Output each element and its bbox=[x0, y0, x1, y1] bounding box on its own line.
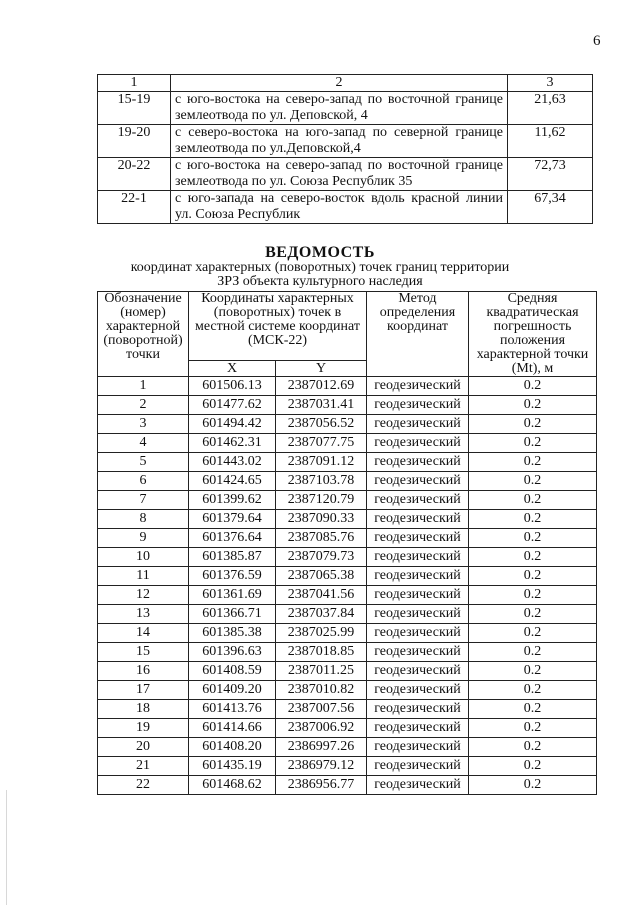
y-coordinate: 2387006.92 bbox=[276, 719, 367, 738]
mean-error: 0.2 bbox=[469, 586, 597, 605]
x-coordinate: 601462.31 bbox=[189, 434, 276, 453]
segment-id: 15-19 bbox=[98, 92, 171, 125]
method: геодезический bbox=[367, 529, 469, 548]
coordinate-row bbox=[98, 605, 597, 624]
x-coordinate: 601413.76 bbox=[189, 700, 276, 719]
coordinate-row bbox=[98, 396, 597, 415]
mean-error: 0.2 bbox=[469, 605, 597, 624]
segments-header-col-1: 1 bbox=[98, 75, 171, 92]
coordinate-row bbox=[98, 415, 597, 434]
method: геодезический bbox=[367, 738, 469, 757]
y-coordinate: 2387025.99 bbox=[276, 624, 367, 643]
segment-description: с северо-востока на юго-запад по северной границе землеотвода по ул.Деповской,4 bbox=[171, 125, 508, 158]
scan-edge-line bbox=[6, 790, 7, 905]
method: геодезический bbox=[367, 662, 469, 681]
x-coordinate: 601366.71 bbox=[189, 605, 276, 624]
point-number: 3 bbox=[98, 415, 189, 434]
method: геодезический bbox=[367, 719, 469, 738]
mean-error: 0.2 bbox=[469, 757, 597, 776]
method: геодезический bbox=[367, 453, 469, 472]
segment-id: 19-20 bbox=[98, 125, 171, 158]
y-coordinate: 2387103.78 bbox=[276, 472, 367, 491]
method: геодезический bbox=[367, 377, 469, 396]
x-coordinate: 601494.42 bbox=[189, 415, 276, 434]
x-coordinate: 601376.59 bbox=[189, 567, 276, 586]
x-coordinate: 601506.13 bbox=[189, 377, 276, 396]
mean-error: 0.2 bbox=[469, 529, 597, 548]
coordinate-row bbox=[98, 472, 597, 491]
point-number: 2 bbox=[98, 396, 189, 415]
point-number: 6 bbox=[98, 472, 189, 491]
segments-header-col-2: 2 bbox=[171, 75, 508, 92]
method: геодезический bbox=[367, 491, 469, 510]
method: геодезический bbox=[367, 434, 469, 453]
segment-length: 72,73 bbox=[508, 158, 593, 191]
mean-error: 0.2 bbox=[469, 567, 597, 586]
header-x: X bbox=[189, 361, 276, 377]
coordinate-row bbox=[98, 567, 597, 586]
coordinate-row bbox=[98, 624, 597, 643]
coordinates-table bbox=[97, 291, 597, 795]
point-number: 5 bbox=[98, 453, 189, 472]
coordinate-row bbox=[98, 662, 597, 681]
point-number: 9 bbox=[98, 529, 189, 548]
point-number: 19 bbox=[98, 719, 189, 738]
coordinate-row bbox=[98, 453, 597, 472]
point-number: 16 bbox=[98, 662, 189, 681]
segments-header-row bbox=[98, 75, 593, 92]
x-coordinate: 601435.19 bbox=[189, 757, 276, 776]
x-coordinate: 601385.38 bbox=[189, 624, 276, 643]
x-coordinate: 601414.66 bbox=[189, 719, 276, 738]
point-number: 15 bbox=[98, 643, 189, 662]
point-number: 12 bbox=[98, 586, 189, 605]
y-coordinate: 2387037.84 bbox=[276, 605, 367, 624]
x-coordinate: 601399.62 bbox=[189, 491, 276, 510]
x-coordinate: 601396.63 bbox=[189, 643, 276, 662]
y-coordinate: 2387007.56 bbox=[276, 700, 367, 719]
point-number: 1 bbox=[98, 377, 189, 396]
x-coordinate: 601385.87 bbox=[189, 548, 276, 567]
mean-error: 0.2 bbox=[469, 434, 597, 453]
coordinate-row bbox=[98, 377, 597, 396]
coordinate-row bbox=[98, 776, 597, 795]
segment-id: 22-1 bbox=[98, 191, 171, 224]
point-number: 4 bbox=[98, 434, 189, 453]
segments-table bbox=[97, 74, 593, 224]
page-number: 6 bbox=[593, 33, 601, 49]
y-coordinate: 2386979.12 bbox=[276, 757, 367, 776]
coordinate-row bbox=[98, 757, 597, 776]
point-number: 8 bbox=[98, 510, 189, 529]
point-number: 10 bbox=[98, 548, 189, 567]
point-number: 14 bbox=[98, 624, 189, 643]
mean-error: 0.2 bbox=[469, 738, 597, 757]
coordinate-row bbox=[98, 586, 597, 605]
y-coordinate: 2387012.69 bbox=[276, 377, 367, 396]
y-coordinate: 2387079.73 bbox=[276, 548, 367, 567]
coordinate-row bbox=[98, 529, 597, 548]
x-coordinate: 601379.64 bbox=[189, 510, 276, 529]
y-coordinate: 2386956.77 bbox=[276, 776, 367, 795]
coordinate-row bbox=[98, 643, 597, 662]
segment-description: с юго-востока на северо-запад по восточной границе землеотвода по ул. Союза Республик 35 bbox=[171, 158, 508, 191]
method: геодезический bbox=[367, 472, 469, 491]
header-coordinates: Координаты характерных (поворотных) точек в местной системе координат (МСК-22) bbox=[189, 292, 367, 361]
segment-row bbox=[98, 158, 593, 191]
segment-row bbox=[98, 125, 593, 158]
x-coordinate: 601424.65 bbox=[189, 472, 276, 491]
mean-error: 0.2 bbox=[469, 377, 597, 396]
mean-error: 0.2 bbox=[469, 415, 597, 434]
y-coordinate: 2387085.76 bbox=[276, 529, 367, 548]
coordinate-row bbox=[98, 548, 597, 567]
y-coordinate: 2387056.52 bbox=[276, 415, 367, 434]
x-coordinate: 601409.20 bbox=[189, 681, 276, 700]
method: геодезический bbox=[367, 586, 469, 605]
segments-header-col-3: 3 bbox=[508, 75, 593, 92]
y-coordinate: 2387120.79 bbox=[276, 491, 367, 510]
header-method: Метод определения координат bbox=[367, 292, 469, 377]
mean-error: 0.2 bbox=[469, 453, 597, 472]
coordinate-row bbox=[98, 434, 597, 453]
method: геодезический bbox=[367, 681, 469, 700]
y-coordinate: 2387090.33 bbox=[276, 510, 367, 529]
x-coordinate: 601477.62 bbox=[189, 396, 276, 415]
y-coordinate: 2387011.25 bbox=[276, 662, 367, 681]
segment-row bbox=[98, 191, 593, 224]
y-coordinate: 2387091.12 bbox=[276, 453, 367, 472]
coordinate-row bbox=[98, 681, 597, 700]
coordinate-row bbox=[98, 510, 597, 529]
header-mean-error: Средняя квадратическая погрешность положения характерной точки (Mt), м bbox=[469, 292, 597, 377]
x-coordinate: 601443.02 bbox=[189, 453, 276, 472]
mean-error: 0.2 bbox=[469, 624, 597, 643]
header-y: Y bbox=[276, 361, 367, 377]
point-number: 18 bbox=[98, 700, 189, 719]
segment-length: 11,62 bbox=[508, 125, 593, 158]
method: геодезический bbox=[367, 757, 469, 776]
y-coordinate: 2387077.75 bbox=[276, 434, 367, 453]
method: геодезический bbox=[367, 567, 469, 586]
point-number: 13 bbox=[98, 605, 189, 624]
y-coordinate: 2387065.38 bbox=[276, 567, 367, 586]
mean-error: 0.2 bbox=[469, 491, 597, 510]
y-coordinate: 2387031.41 bbox=[276, 396, 367, 415]
point-number: 11 bbox=[98, 567, 189, 586]
x-coordinate: 601376.64 bbox=[189, 529, 276, 548]
mean-error: 0.2 bbox=[469, 510, 597, 529]
y-coordinate: 2387010.82 bbox=[276, 681, 367, 700]
x-coordinate: 601361.69 bbox=[189, 586, 276, 605]
method: геодезический bbox=[367, 624, 469, 643]
coordinate-row bbox=[98, 719, 597, 738]
point-number: 22 bbox=[98, 776, 189, 795]
method: геодезический bbox=[367, 396, 469, 415]
x-coordinate: 601468.62 bbox=[189, 776, 276, 795]
coordinate-row bbox=[98, 738, 597, 757]
point-number: 17 bbox=[98, 681, 189, 700]
mean-error: 0.2 bbox=[469, 472, 597, 491]
document-subtitle-line-2: ЗРЗ объекта культурного наследия bbox=[217, 274, 423, 289]
mean-error: 0.2 bbox=[469, 776, 597, 795]
y-coordinate: 2387018.85 bbox=[276, 643, 367, 662]
segment-id: 20-22 bbox=[98, 158, 171, 191]
mean-error: 0.2 bbox=[469, 719, 597, 738]
point-number: 7 bbox=[98, 491, 189, 510]
segment-length: 67,34 bbox=[508, 191, 593, 224]
segment-row bbox=[98, 92, 593, 125]
method: геодезический bbox=[367, 605, 469, 624]
method: геодезический bbox=[367, 548, 469, 567]
mean-error: 0.2 bbox=[469, 681, 597, 700]
coordinate-row bbox=[98, 700, 597, 719]
header-point-number: Обозначение (номер) характерной (поворотной) точки bbox=[98, 292, 189, 377]
point-number: 20 bbox=[98, 738, 189, 757]
segment-length: 21,63 bbox=[508, 92, 593, 125]
mean-error: 0.2 bbox=[469, 548, 597, 567]
segment-description: с юго-запада на северо-восток вдоль красной линии ул. Союза Республик bbox=[171, 191, 508, 224]
document-title: ВЕДОМОСТЬ bbox=[265, 244, 375, 261]
mean-error: 0.2 bbox=[469, 396, 597, 415]
coordinate-row bbox=[98, 491, 597, 510]
mean-error: 0.2 bbox=[469, 643, 597, 662]
document-subtitle-line-1: координат характерных (поворотных) точек границ территории bbox=[130, 260, 510, 275]
method: геодезический bbox=[367, 415, 469, 434]
point-number: 21 bbox=[98, 757, 189, 776]
method: геодезический bbox=[367, 643, 469, 662]
y-coordinate: 2387041.56 bbox=[276, 586, 367, 605]
y-coordinate: 2386997.26 bbox=[276, 738, 367, 757]
method: геодезический bbox=[367, 700, 469, 719]
mean-error: 0.2 bbox=[469, 662, 597, 681]
x-coordinate: 601408.20 bbox=[189, 738, 276, 757]
method: геодезический bbox=[367, 776, 469, 795]
mean-error: 0.2 bbox=[469, 700, 597, 719]
segment-description: с юго-востока на северо-запад по восточной границе землеотвода по ул. Деповской, 4 bbox=[171, 92, 508, 125]
x-coordinate: 601408.59 bbox=[189, 662, 276, 681]
method: геодезический bbox=[367, 510, 469, 529]
